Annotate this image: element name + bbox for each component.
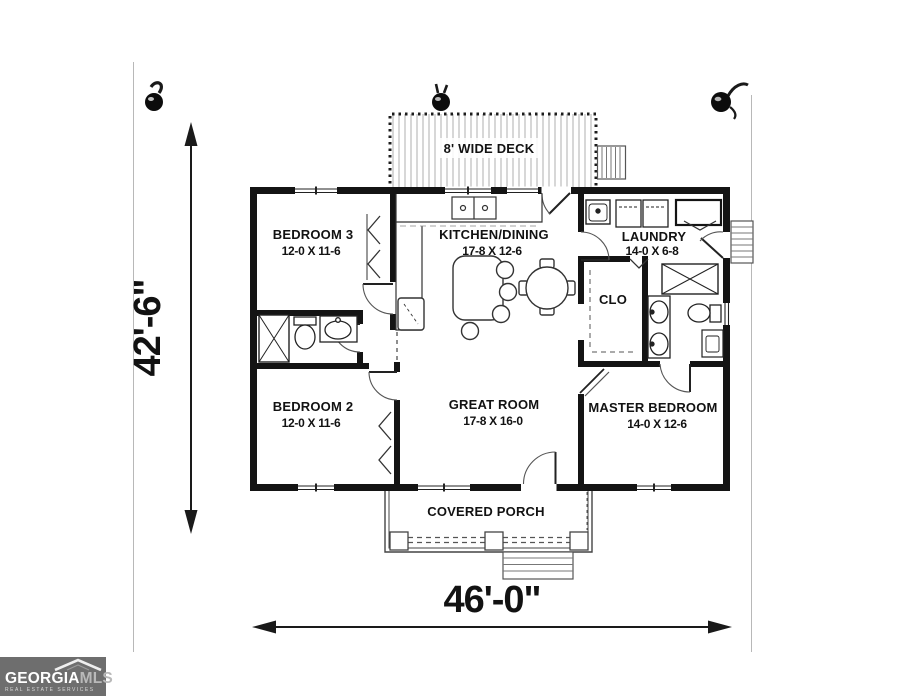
bath-cabinet (702, 330, 723, 357)
front-door (521, 452, 557, 492)
porch-steps (503, 552, 573, 579)
room-name: BEDROOM 3 (272, 227, 354, 242)
dining-table (519, 259, 575, 315)
toilet (294, 317, 316, 349)
room-size: 12-0 X 11-6 (281, 244, 341, 258)
bedroom3-closet (367, 214, 380, 280)
room-size: 17-8 X 16-0 (463, 414, 523, 428)
window (445, 187, 491, 195)
room-label-bedroom2 (273, 399, 354, 430)
height-dimension-label: 42'-6" (127, 279, 169, 377)
room-name: CLO (598, 292, 628, 307)
side-door (700, 232, 731, 258)
deck-door (542, 187, 572, 215)
room-size: 12-0 X 11-6 (281, 416, 341, 430)
height-dimension (127, 122, 198, 534)
washer (616, 200, 641, 227)
side-steps (731, 221, 753, 263)
bedroom2-closet (379, 412, 391, 474)
closet-shelving (590, 270, 636, 352)
window (507, 187, 538, 195)
room-label-master-bedroom (588, 400, 717, 431)
room-label-closet (599, 292, 627, 307)
room-size: 14-0 X 12-6 (627, 417, 687, 431)
room-label-great-room (449, 397, 540, 428)
window (298, 484, 334, 492)
logo-brand-primary: GEORGIA (5, 670, 80, 687)
bathtub (259, 315, 289, 362)
room-label-kitchen-dining (439, 227, 549, 258)
logo-brand-secondary: MLS (79, 670, 113, 687)
room-name: BEDROOM 2 (272, 399, 354, 414)
logo-tagline: REAL ESTATE SERVICES (5, 687, 95, 693)
kitchen-island (453, 256, 517, 340)
logo-brand (5, 670, 113, 687)
width-dimension (252, 579, 732, 634)
push-pin-icon (432, 84, 450, 111)
toilet (688, 304, 721, 322)
room-label-bedroom3 (273, 227, 354, 258)
porch-label: COVERED PORCH (427, 504, 545, 519)
window (418, 484, 470, 492)
room-name: KITCHEN/DINING (439, 227, 549, 242)
laundry-cabinet (676, 200, 721, 230)
bathroom-sink (320, 316, 357, 342)
porch-post (390, 532, 408, 550)
georgia-mls-watermark (0, 657, 113, 696)
laundry-door (581, 232, 609, 260)
refrigerator (398, 298, 424, 330)
room-name: LAUNDRY (621, 229, 687, 244)
width-dimension-label: 46'-0" (443, 579, 541, 621)
push-pin-icon (711, 84, 748, 119)
porch-post (570, 532, 588, 550)
kitchen-sink (452, 197, 496, 219)
roof-icon (53, 658, 103, 671)
room-name: MASTER BEDROOM (588, 400, 718, 415)
covered-porch (385, 491, 592, 579)
push-pin-icon (145, 83, 163, 111)
porch-post (485, 532, 503, 550)
bedroom2-door (369, 372, 397, 400)
deck (390, 114, 626, 190)
window (637, 484, 671, 492)
bedroom3-door (363, 284, 393, 314)
dryer (643, 200, 668, 227)
window (295, 187, 337, 195)
master-bath-door (660, 364, 690, 392)
room-size: 17-8 X 12-6 (462, 244, 522, 258)
deck-label: 8' WIDE DECK (443, 141, 535, 156)
shower (662, 264, 718, 294)
room-name: GREAT ROOM (448, 397, 540, 412)
utility-sink (586, 200, 610, 224)
room-size: 14-0 X 6-8 (625, 244, 679, 258)
window (723, 303, 731, 325)
deck-steps (598, 146, 626, 179)
double-vanity (648, 296, 670, 358)
room-label-laundry (622, 229, 687, 258)
master-bedroom-door (580, 369, 609, 396)
